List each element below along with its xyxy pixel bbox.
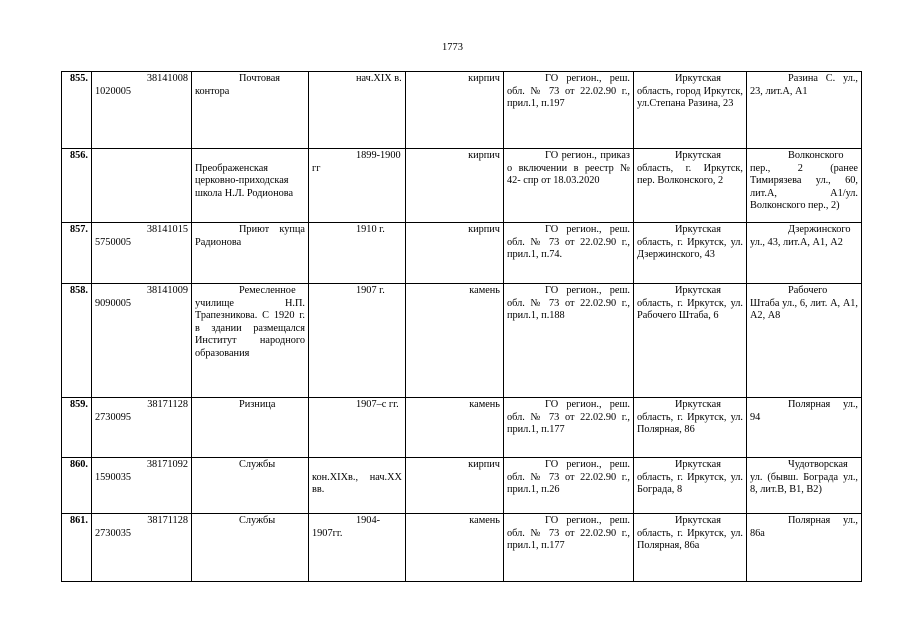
table-row: [62, 149, 862, 223]
row-number: 857.: [62, 223, 92, 284]
cadastral-code-part: 38171092: [146, 459, 188, 470]
building-material: кирпич: [406, 223, 504, 284]
construction-date: нач.XIX в.: [309, 72, 406, 149]
cadastral-code-part: 38141008: [146, 73, 188, 84]
cadastral-code: [92, 458, 192, 514]
construction-date: 1899-1900 гг: [309, 149, 406, 223]
current-address: Полярная ул., 86а: [747, 514, 862, 582]
construction-date: 1907 г.: [309, 284, 406, 398]
current-address: Чудотворская ул. (бывш. Бограда ул., 8, лит.В, В1, В2): [747, 458, 862, 514]
object-address: Иркутская область, г. Иркутск, ул. Рабочего Штаба, 6: [634, 284, 747, 398]
cadastral-code-part: 1590035: [95, 471, 132, 483]
table-row: [62, 514, 862, 582]
cadastral-code-part: 38141015: [146, 224, 188, 235]
object-name: Ризница: [192, 398, 309, 458]
table-row: [62, 458, 862, 514]
cadastral-code-part: 2730035: [95, 527, 132, 539]
current-address: Рабочего Штаба ул., 6, лит. А, А1, А2, А8: [747, 284, 862, 398]
row-number: 856.: [62, 149, 92, 223]
cadastral-code: [92, 514, 192, 582]
building-material: кирпич: [406, 149, 504, 223]
row-number: 860.: [62, 458, 92, 514]
object-name: Ремесленное училище Н.П. Трапезникова. С 1920 г. в здании размещался Институт народного образования: [192, 284, 309, 398]
construction-date: 1904-1907гг.: [309, 514, 406, 582]
cadastral-code: [92, 398, 192, 458]
building-material: кирпич: [406, 72, 504, 149]
protection-document: ГО регион., реш. обл. № 73 от 22.02.90 г., прил.1, п.177: [504, 514, 634, 582]
building-material: кирпич: [406, 458, 504, 514]
object-address: Иркутская область, г. Иркутск, ул. Бограда, 8: [634, 458, 747, 514]
cadastral-code-part: 38171128: [147, 399, 188, 410]
object-name: Службы: [192, 458, 309, 514]
table-row: [62, 72, 862, 149]
cadastral-code: [92, 284, 192, 398]
object-name: Преображенская церковно-приходская школа Н.Л. Родионова: [192, 149, 309, 223]
table-row: [62, 398, 862, 458]
cadastral-code: [92, 223, 192, 284]
current-address: Разина С. ул., 23, лит.А, А1: [747, 72, 862, 149]
table-row: [62, 223, 862, 284]
protection-document: ГО регион., реш. обл. № 73 от 22.02.90 г., прил.1, п.177: [504, 398, 634, 458]
protection-document: ГО регион., реш. обл. № 73 от 22.02.90 г., прил.1, п.26: [504, 458, 634, 514]
row-number: 858.: [62, 284, 92, 398]
row-number: 855.: [62, 72, 92, 149]
building-material: камень: [406, 284, 504, 398]
object-address: Иркутская область, город Иркутск, ул.Степана Разина, 23: [634, 72, 747, 149]
building-material: камень: [406, 398, 504, 458]
current-address: Волконского пер., 2 (ранее Тимирязева ул., 60, лит.А, А1/ул. Волконского пер., 2): [747, 149, 862, 223]
object-name: Почтовая контора: [192, 72, 309, 149]
heritage-registry-table: [61, 71, 862, 582]
current-address: Дзержинского ул., 43, лит.А, А1, А2: [747, 223, 862, 284]
cadastral-code-part: 38141009: [146, 285, 188, 296]
object-address: Иркутская область, г. Иркутск, ул. Полярная, 86а: [634, 514, 747, 582]
cadastral-code: [92, 149, 192, 223]
table-row: [62, 284, 862, 398]
cadastral-code-part: 9090005: [95, 297, 132, 309]
cadastral-code: [92, 72, 192, 149]
current-address: Полярная ул., 94: [747, 398, 862, 458]
protection-document: ГО регион., приказ о включении в реестр № 42- спр от 18.03.2020: [504, 149, 634, 223]
protection-document: ГО регион., реш. обл. № 73 от 22.02.90 г., прил.1, п.74.: [504, 223, 634, 284]
page-number: 1773: [442, 42, 463, 53]
object-address: Иркутская область, г. Иркутск, ул. Полярная, 86: [634, 398, 747, 458]
cadastral-code-part: 38171128: [147, 515, 188, 526]
construction-date: 1910 г.: [309, 223, 406, 284]
construction-date: 1907–с гг.: [309, 398, 406, 458]
row-number: 861.: [62, 514, 92, 582]
object-name: Приют купца Радионова: [192, 223, 309, 284]
protection-document: ГО регион., реш. обл. № 73 от 22.02.90 г., прил.1, п.188: [504, 284, 634, 398]
cadastral-code-part: 5750005: [95, 236, 132, 248]
row-number: 859.: [62, 398, 92, 458]
building-material: камень: [406, 514, 504, 582]
object-address: Иркутская область, г. Иркутск, ул. Дзержинского, 43: [634, 223, 747, 284]
cadastral-code-part: 1020005: [95, 85, 132, 97]
protection-document: ГО регион., реш. обл. № 73 от 22.02.90 г., прил.1, п.197: [504, 72, 634, 149]
object-address: Иркутская область, г. Иркутск, пер. Волконского, 2: [634, 149, 747, 223]
object-name: Службы: [192, 514, 309, 582]
construction-date: кон.XIXв., нач.XX вв.: [309, 458, 406, 514]
registry-table-body: [62, 72, 862, 582]
cadastral-code-part: 2730095: [95, 411, 132, 423]
